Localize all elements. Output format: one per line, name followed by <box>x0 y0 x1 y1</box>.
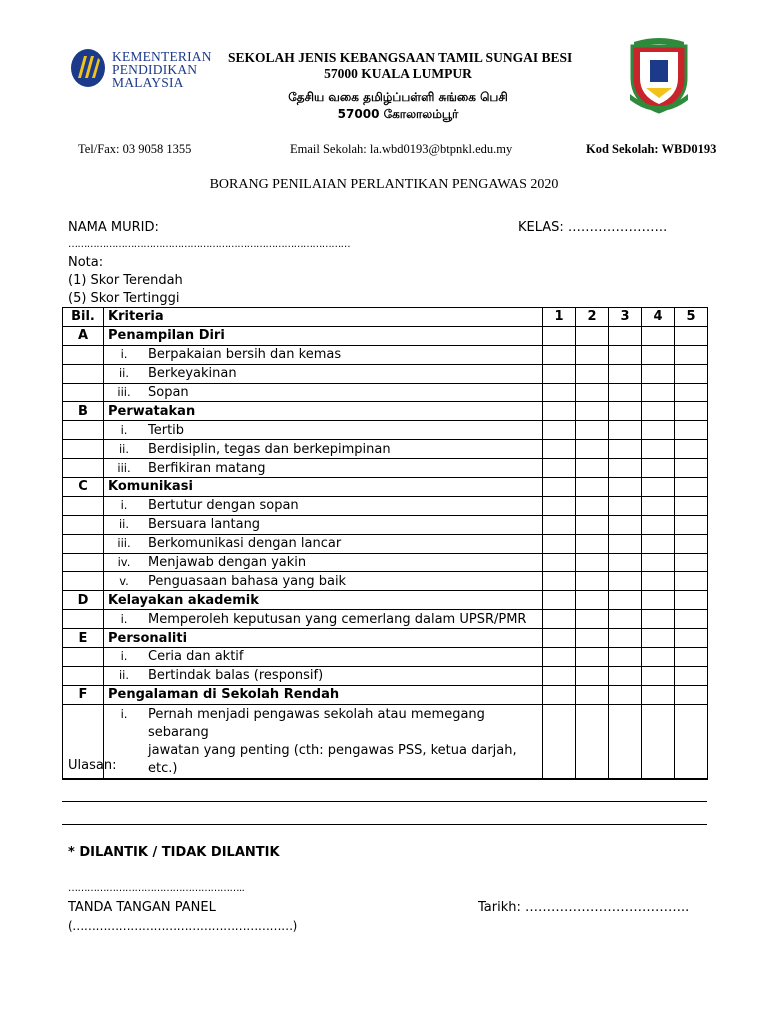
ministry-name <box>112 50 212 89</box>
criterion-score-5[interactable] <box>675 383 708 402</box>
criterion-score-1[interactable] <box>543 459 576 478</box>
section-title: Pengalaman di Sekolah Rendah <box>104 685 543 704</box>
criteria-table <box>62 307 708 780</box>
criterion-number: i. <box>104 648 145 667</box>
criterion-row <box>63 383 708 402</box>
criterion-row <box>63 666 708 685</box>
criterion-score-4[interactable] <box>642 421 675 440</box>
criterion-score-2[interactable] <box>576 515 609 534</box>
ulasan-label: Ulasan: <box>68 758 117 773</box>
criterion-score-4[interactable] <box>642 534 675 553</box>
section-score-1[interactable] <box>543 629 576 648</box>
criterion-text: Bertutur dengan sopan <box>144 496 543 515</box>
criterion-score-1[interactable] <box>543 515 576 534</box>
section-score-5[interactable] <box>675 629 708 648</box>
criterion-text: Ceria dan aktif <box>144 648 543 667</box>
score-header-4: 4 <box>642 308 675 327</box>
school-header <box>228 50 573 122</box>
school-city-tamil: 57000 கோலாலம்பூர் <box>337 107 459 121</box>
criterion-row <box>63 364 708 383</box>
criterion-score-3[interactable] <box>609 553 642 572</box>
section-row <box>63 326 708 345</box>
criterion-row <box>63 515 708 534</box>
criterion-score-2[interactable] <box>576 572 609 591</box>
ministry-line-2: PENDIDIKAN <box>112 62 198 77</box>
criterion-score-1[interactable] <box>543 364 576 383</box>
section-title: Personaliti <box>104 629 543 648</box>
section-score-2[interactable] <box>576 402 609 421</box>
criterion-score-3[interactable] <box>609 704 642 779</box>
school-email: Email Sekolah: la.wbd0193@btpnkl.edu.my <box>290 142 513 156</box>
criterion-row <box>63 459 708 478</box>
section-letter: F <box>63 685 104 704</box>
section-score-4[interactable] <box>642 591 675 610</box>
criterion-row <box>63 345 708 364</box>
section-score-3[interactable] <box>609 629 642 648</box>
criterion-score-5[interactable] <box>675 496 708 515</box>
section-score-5[interactable] <box>675 591 708 610</box>
criterion-number: ii. <box>104 515 145 534</box>
criterion-row <box>63 553 708 572</box>
criterion-score-3[interactable] <box>609 383 642 402</box>
criterion-score-2[interactable] <box>576 345 609 364</box>
section-letter: E <box>63 629 104 648</box>
criterion-score-4[interactable] <box>642 345 675 364</box>
criterion-score-2[interactable] <box>576 610 609 629</box>
section-score-1[interactable] <box>543 591 576 610</box>
criterion-score-1[interactable] <box>543 704 576 779</box>
criterion-text-line-1: Pernah menjadi pengawas sekolah atau memegang sebarang <box>148 706 485 740</box>
bil-header: Bil. <box>63 308 104 327</box>
section-letter: A <box>63 326 104 345</box>
panel-name-field[interactable]: (…………………………………………………) <box>68 919 297 933</box>
criterion-score-3[interactable] <box>609 610 642 629</box>
criterion-score-4[interactable] <box>642 515 675 534</box>
section-row <box>63 591 708 610</box>
criterion-row <box>63 648 708 667</box>
criterion-score-3[interactable] <box>609 364 642 383</box>
section-score-4[interactable] <box>642 478 675 497</box>
criterion-score-5[interactable] <box>675 704 708 779</box>
criterion-score-4[interactable] <box>642 383 675 402</box>
kriteria-header: Kriteria <box>104 308 543 327</box>
criterion-score-2[interactable] <box>576 648 609 667</box>
ministry-line-3: MALAYSIA <box>112 75 184 90</box>
criterion-bil <box>63 440 104 459</box>
criterion-text: Berfikiran matang <box>144 459 543 478</box>
criterion-bil <box>63 534 104 553</box>
section-score-2[interactable] <box>576 478 609 497</box>
criterion-text: Bertindak balas (responsif) <box>144 666 543 685</box>
criterion-text: Penguasaan bahasa yang baik <box>144 572 543 591</box>
criterion-score-1[interactable] <box>543 534 576 553</box>
criterion-score-1[interactable] <box>543 345 576 364</box>
criterion-text: Menjawab dengan yakin <box>144 553 543 572</box>
criterion-score-1[interactable] <box>543 440 576 459</box>
school-code: Kod Sekolah: WBD0193 <box>586 142 717 156</box>
section-score-1[interactable] <box>543 478 576 497</box>
criterion-text <box>144 704 543 779</box>
section-row <box>63 402 708 421</box>
criterion-text-line-2: jawatan yang penting (cth: pengawas PSS, ketua darjah, etc.) <box>148 742 517 776</box>
section-score-1[interactable] <box>543 685 576 704</box>
criterion-score-3[interactable] <box>609 440 642 459</box>
criterion-score-3[interactable] <box>609 648 642 667</box>
section-title: Kelayakan akademik <box>104 591 543 610</box>
section-score-3[interactable] <box>609 478 642 497</box>
criterion-number: i. <box>104 704 145 779</box>
criterion-score-1[interactable] <box>543 496 576 515</box>
criterion-score-2[interactable] <box>576 666 609 685</box>
nota-label: Nota: <box>68 255 104 270</box>
section-row <box>63 478 708 497</box>
table-header-row <box>63 308 708 327</box>
criterion-score-5[interactable] <box>675 421 708 440</box>
section-letter: D <box>63 591 104 610</box>
criterion-text: Berdisiplin, tegas dan berkepimpinan <box>144 440 543 459</box>
criterion-score-4[interactable] <box>642 440 675 459</box>
criterion-score-4[interactable] <box>642 610 675 629</box>
tarikh-field[interactable]: Tarikh: ……………………………….. <box>478 900 690 915</box>
school-crest-icon <box>628 38 690 114</box>
criterion-text: Sopan <box>144 383 543 402</box>
criterion-score-2[interactable] <box>576 459 609 478</box>
criterion-row <box>63 572 708 591</box>
section-score-3[interactable] <box>609 591 642 610</box>
criterion-score-5[interactable] <box>675 534 708 553</box>
criterion-score-2[interactable] <box>576 440 609 459</box>
dilantik-choice[interactable]: * DILANTIK / TIDAK DILANTIK <box>68 845 280 860</box>
score-header-3: 3 <box>609 308 642 327</box>
criterion-score-1[interactable] <box>543 421 576 440</box>
criterion-row <box>63 610 708 629</box>
criterion-score-5[interactable] <box>675 610 708 629</box>
section-row <box>63 629 708 648</box>
criterion-bil <box>63 459 104 478</box>
section-score-3[interactable] <box>609 685 642 704</box>
signature-field[interactable]: ……………………………………………….. <box>68 883 245 894</box>
criterion-number: iii. <box>104 534 145 553</box>
section-score-4[interactable] <box>642 326 675 345</box>
ministry-logo-icon <box>70 48 106 88</box>
criterion-score-5[interactable] <box>675 648 708 667</box>
criterion-bil <box>63 383 104 402</box>
criterion-score-1[interactable] <box>543 666 576 685</box>
section-score-4[interactable] <box>642 685 675 704</box>
section-score-4[interactable] <box>642 629 675 648</box>
criterion-score-4[interactable] <box>642 459 675 478</box>
criterion-score-5[interactable] <box>675 515 708 534</box>
criterion-text: Berpakaian bersih dan kemas <box>144 345 543 364</box>
criterion-score-3[interactable] <box>609 496 642 515</box>
criterion-number: ii. <box>104 440 145 459</box>
criterion-number: i. <box>104 345 145 364</box>
criterion-score-1[interactable] <box>543 383 576 402</box>
section-score-2[interactable] <box>576 591 609 610</box>
section-score-2[interactable] <box>576 326 609 345</box>
signature-label: TANDA TANGAN PANEL <box>68 900 216 915</box>
criterion-score-4[interactable] <box>642 553 675 572</box>
criterion-score-3[interactable] <box>609 345 642 364</box>
criterion-text: Berkomunikasi dengan lancar <box>144 534 543 553</box>
criterion-row <box>63 440 708 459</box>
criterion-score-1[interactable] <box>543 648 576 667</box>
criterion-number: i. <box>104 421 145 440</box>
criterion-row <box>63 496 708 515</box>
section-score-2[interactable] <box>576 629 609 648</box>
criterion-score-2[interactable] <box>576 421 609 440</box>
criterion-score-2[interactable] <box>576 383 609 402</box>
criterion-text: Memperoleh keputusan yang cemerlang dalam UPSR/PMR <box>144 610 543 629</box>
criterion-score-2[interactable] <box>576 704 609 779</box>
ulasan-line-3[interactable] <box>62 824 707 825</box>
criterion-bil <box>63 421 104 440</box>
criterion-bil <box>63 572 104 591</box>
criterion-bil <box>63 496 104 515</box>
criterion-score-2[interactable] <box>576 553 609 572</box>
criterion-number: i. <box>104 496 145 515</box>
section-title: Komunikasi <box>104 478 543 497</box>
criterion-score-4[interactable] <box>642 704 675 779</box>
criterion-score-2[interactable] <box>576 534 609 553</box>
criterion-number: iii. <box>104 383 145 402</box>
nama-murid-field[interactable]: ……………………………………………………………………………… <box>68 239 351 250</box>
score-header-5: 5 <box>675 308 708 327</box>
criterion-score-3[interactable] <box>609 459 642 478</box>
criterion-bil <box>63 515 104 534</box>
criterion-score-1[interactable] <box>543 610 576 629</box>
criterion-score-4[interactable] <box>642 572 675 591</box>
form-title: BORANG PENILAIAN PERLANTIKAN PENGAWAS 2020 <box>209 177 559 192</box>
criterion-text: Tertib <box>144 421 543 440</box>
criterion-text: Bersuara lantang <box>144 515 543 534</box>
criterion-score-5[interactable] <box>675 553 708 572</box>
criterion-score-4[interactable] <box>642 496 675 515</box>
criteria-table-body <box>63 308 708 780</box>
section-score-5[interactable] <box>675 478 708 497</box>
section-title: Penampilan Diri <box>104 326 543 345</box>
section-letter: C <box>63 478 104 497</box>
score-header-2: 2 <box>576 308 609 327</box>
criterion-score-3[interactable] <box>609 666 642 685</box>
criterion-bil <box>63 364 104 383</box>
criterion-bil <box>63 553 104 572</box>
section-score-2[interactable] <box>576 685 609 704</box>
criterion-bil <box>63 648 104 667</box>
criterion-text: Berkeyakinan <box>144 364 543 383</box>
criterion-score-5[interactable] <box>675 364 708 383</box>
criterion-number: ii. <box>104 666 145 685</box>
criterion-score-4[interactable] <box>642 648 675 667</box>
criterion-number: ii. <box>104 364 145 383</box>
nota-high-score: (5) Skor Tertinggi <box>68 291 180 306</box>
section-score-3[interactable] <box>609 326 642 345</box>
criterion-bil <box>63 345 104 364</box>
criterion-score-5[interactable] <box>675 666 708 685</box>
criterion-score-3[interactable] <box>609 534 642 553</box>
criterion-score-1[interactable] <box>543 572 576 591</box>
criterion-score-5[interactable] <box>675 459 708 478</box>
score-header-1: 1 <box>543 308 576 327</box>
ulasan-line-2[interactable] <box>62 801 707 802</box>
kelas-field[interactable]: KELAS: ………………….. <box>518 220 668 235</box>
criterion-score-3[interactable] <box>609 572 642 591</box>
section-score-1[interactable] <box>543 402 576 421</box>
criterion-score-5[interactable] <box>675 572 708 591</box>
criterion-score-1[interactable] <box>543 553 576 572</box>
criterion-score-2[interactable] <box>576 496 609 515</box>
criterion-score-2[interactable] <box>576 364 609 383</box>
criterion-bil <box>63 666 104 685</box>
criterion-number: i. <box>104 610 145 629</box>
section-score-4[interactable] <box>642 402 675 421</box>
criterion-score-5[interactable] <box>675 345 708 364</box>
criterion-number: iii. <box>104 459 145 478</box>
school-name-tamil: தேசிய வகை தமிழ்ப்பள்ளி சுங்கை பெசி <box>288 90 508 104</box>
criterion-bil <box>63 610 104 629</box>
nota-low-score: (1) Skor Terendah <box>68 273 183 288</box>
criterion-score-4[interactable] <box>642 666 675 685</box>
criterion-score-3[interactable] <box>609 515 642 534</box>
school-name: SEKOLAH JENIS KEBANGSAAN TAMIL SUNGAI BESI <box>228 50 573 65</box>
section-title: Perwatakan <box>104 402 543 421</box>
school-city: 57000 KUALA LUMPUR <box>324 66 472 81</box>
criterion-row <box>63 534 708 553</box>
section-letter: B <box>63 402 104 421</box>
criterion-score-3[interactable] <box>609 421 642 440</box>
section-score-1[interactable] <box>543 326 576 345</box>
section-score-5[interactable] <box>675 326 708 345</box>
criterion-row <box>63 421 708 440</box>
criterion-score-4[interactable] <box>642 364 675 383</box>
section-score-3[interactable] <box>609 402 642 421</box>
criterion-score-5[interactable] <box>675 440 708 459</box>
criterion-row <box>63 704 708 779</box>
tel-fax: Tel/Fax: 03 9058 1355 <box>78 142 192 156</box>
section-score-5[interactable] <box>675 685 708 704</box>
section-score-5[interactable] <box>675 402 708 421</box>
ministry-line-1: KEMENTERIAN <box>112 49 212 64</box>
criterion-number: v. <box>104 572 145 591</box>
criterion-number: iv. <box>104 553 145 572</box>
section-row <box>63 685 708 704</box>
ulasan-line-1[interactable] <box>62 778 707 779</box>
nama-murid-label: NAMA MURID: <box>68 220 159 235</box>
